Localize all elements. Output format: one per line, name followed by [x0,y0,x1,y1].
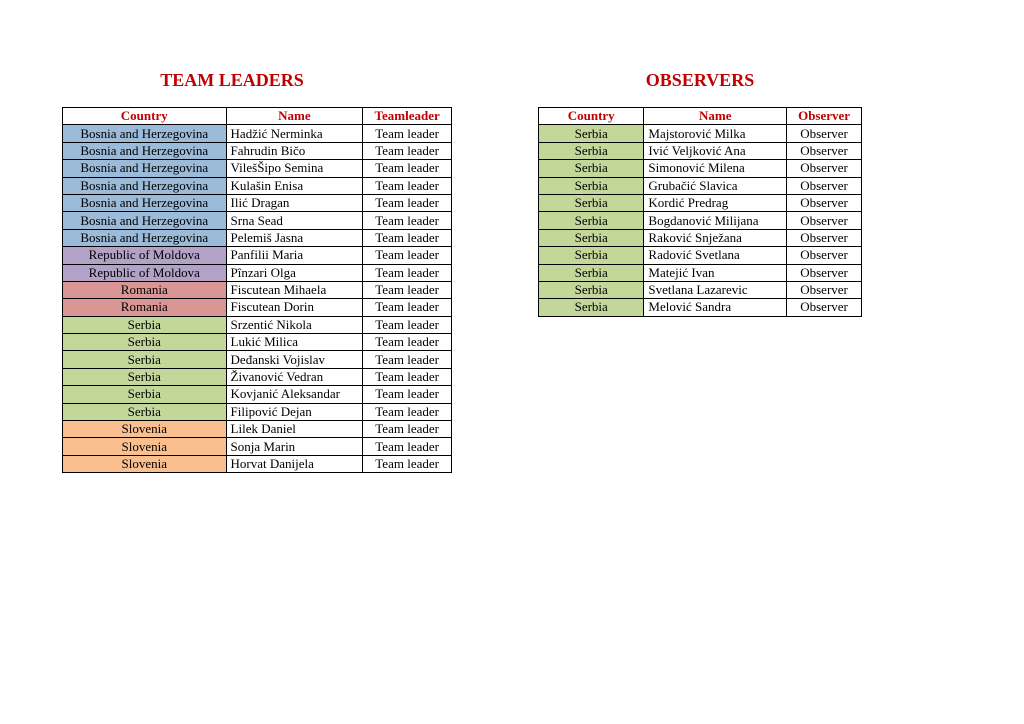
table-row [63,125,452,142]
column-header-name: Name [644,108,787,125]
country-cell: Serbia [539,264,644,281]
country-cell: Serbia [539,160,644,177]
role-cell: Observer [787,229,862,246]
name-cell: Srzentić Nikola [226,316,363,333]
role-cell: Observer [787,281,862,298]
table-row [63,351,452,368]
role-cell: Team leader [363,421,452,438]
role-cell: Team leader [363,334,452,351]
name-cell: Deđanski Vojislav [226,351,363,368]
role-cell: Observer [787,125,862,142]
role-cell: Team leader [363,194,452,211]
country-cell: Serbia [539,177,644,194]
country-cell: Serbia [539,194,644,211]
role-cell: Team leader [363,247,452,264]
table-row [539,212,862,229]
table-row [63,281,452,298]
table-row [63,177,452,194]
table-row [539,125,862,142]
country-cell: Bosnia and Herzegovina [63,229,227,246]
role-cell: Team leader [363,212,452,229]
table-row [539,247,862,264]
role-cell: Observer [787,194,862,211]
name-cell: Hadžić Nerminka [226,125,363,142]
role-cell: Team leader [363,386,452,403]
table-row [63,160,452,177]
country-cell: Bosnia and Herzegovina [63,142,227,159]
country-cell: Bosnia and Herzegovina [63,177,227,194]
table-row [63,334,452,351]
name-cell: Grubačić Slavica [644,177,787,194]
name-cell: Sonja Marin [226,438,363,455]
table-row [539,142,862,159]
role-cell: Team leader [363,177,452,194]
country-cell: Serbia [539,125,644,142]
name-cell: Svetlana Lazarevic [644,281,787,298]
table-row [63,142,452,159]
country-cell: Slovenia [63,455,227,472]
country-cell: Serbia [539,247,644,264]
name-cell: Pînzari Olga [226,264,363,281]
table-row [539,194,862,211]
name-cell: Kulašin Enisa [226,177,363,194]
name-cell: Srna Sead [226,212,363,229]
table-row [63,212,452,229]
role-cell: Team leader [363,438,452,455]
country-cell: Republic of Moldova [63,264,227,281]
role-cell: Team leader [363,299,452,316]
country-cell: Slovenia [63,438,227,455]
country-cell: Romania [63,299,227,316]
role-cell: Team leader [363,142,452,159]
table-row [539,160,862,177]
name-cell: Lilek Daniel [226,421,363,438]
name-cell: Matejić Ivan [644,264,787,281]
table-row [539,229,862,246]
table-row [539,299,862,316]
name-cell: Lukić Milica [226,334,363,351]
name-cell: Kordić Predrag [644,194,787,211]
country-cell: Serbia [63,351,227,368]
role-cell: Team leader [363,368,452,385]
table-row [63,264,452,281]
table-row [63,438,452,455]
role-cell: Observer [787,160,862,177]
country-cell: Republic of Moldova [63,247,227,264]
name-cell: Ilić Dragan [226,194,363,211]
table-row [63,299,452,316]
role-cell: Observer [787,247,862,264]
table-header-row [63,108,452,125]
column-header-name: Name [226,108,363,125]
name-cell: Horvat Danijela [226,455,363,472]
name-cell: Filipović Dejan [226,403,363,420]
country-cell: Serbia [539,142,644,159]
role-cell: Team leader [363,455,452,472]
role-cell: Observer [787,299,862,316]
table-row [63,455,452,472]
country-cell: Bosnia and Herzegovina [63,125,227,142]
name-cell: VilešŠipo Semina [226,160,363,177]
name-cell: Majstorović Milka [644,125,787,142]
table-row [63,194,452,211]
name-cell: Ivić Veljković Ana [644,142,787,159]
table-row [539,177,862,194]
column-header-observer: Observer [787,108,862,125]
table-row [63,247,452,264]
observers-title: OBSERVERS [645,70,755,90]
country-cell: Serbia [63,386,227,403]
country-cell: Serbia [539,212,644,229]
column-header-country: Country [539,108,644,125]
table-row [539,264,862,281]
table-row [63,368,452,385]
country-cell: Bosnia and Herzegovina [63,194,227,211]
country-cell: Romania [63,281,227,298]
name-cell: Simonović Milena [644,160,787,177]
role-cell: Observer [787,212,862,229]
role-cell: Observer [787,177,862,194]
country-cell: Slovenia [63,421,227,438]
column-header-teamleader: Teamleader [363,108,452,125]
name-cell: Pelemiš Jasna [226,229,363,246]
name-cell: Panfilii Maria [226,247,363,264]
role-cell: Team leader [363,229,452,246]
name-cell: Melović Sandra [644,299,787,316]
name-cell: Živanović Vedran [226,368,363,385]
name-cell: Fiscutean Mihaela [226,281,363,298]
table-row [63,229,452,246]
name-cell: Fahrudin Bičo [226,142,363,159]
table-row [63,421,452,438]
role-cell: Observer [787,264,862,281]
role-cell: Team leader [363,281,452,298]
country-cell: Bosnia and Herzegovina [63,212,227,229]
column-header-country: Country [63,108,227,125]
table-row [63,403,452,420]
table-row [63,386,452,403]
table-header-row [539,108,862,125]
name-cell: Kovjanić Aleksandar [226,386,363,403]
role-cell: Team leader [363,403,452,420]
country-cell: Serbia [63,368,227,385]
country-cell: Serbia [539,299,644,316]
name-cell: Bogdanović Milijana [644,212,787,229]
team-leaders-table [62,107,452,473]
country-cell: Serbia [539,281,644,298]
name-cell: Raković Snježana [644,229,787,246]
role-cell: Team leader [363,351,452,368]
role-cell: Observer [787,142,862,159]
country-cell: Serbia [539,229,644,246]
team-leaders-title: TEAM LEADERS [160,70,304,90]
country-cell: Serbia [63,403,227,420]
country-cell: Serbia [63,316,227,333]
table-row [539,281,862,298]
role-cell: Team leader [363,264,452,281]
name-cell: Radović Svetlana [644,247,787,264]
country-cell: Bosnia and Herzegovina [63,160,227,177]
table-row [63,316,452,333]
name-cell: Fiscutean Dorin [226,299,363,316]
role-cell: Team leader [363,160,452,177]
role-cell: Team leader [363,316,452,333]
role-cell: Team leader [363,125,452,142]
country-cell: Serbia [63,334,227,351]
observers-table [538,107,862,317]
